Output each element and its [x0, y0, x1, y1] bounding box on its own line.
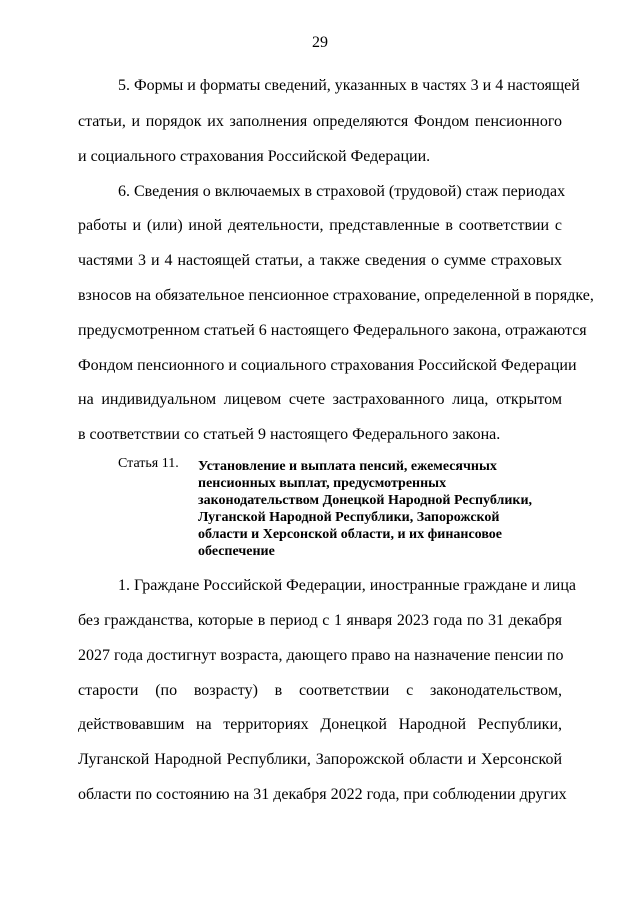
article-title-line: области и Херсонской области, и их финансовое — [198, 527, 503, 542]
paragraph-1-line: области по состоянию на 31 декабря 2022 года, при соблюдении других — [78, 786, 567, 803]
paragraph-6-line: работы и (или) иной деятельности, представленные в соответствии с — [78, 217, 562, 234]
article-label: Статья 11. — [118, 456, 179, 471]
paragraph-1-line: старости (по возрасту) в соответствии с законодательством, — [78, 682, 562, 699]
paragraph-6-line: на индивидуальном лицевом счете застрахованного лица, открытом — [78, 391, 562, 408]
paragraph-6-line: Фондом пенсионного и социального страхования Российской Федерации — [78, 357, 577, 374]
paragraph-1-line: действовавшим на территориях Донецкой Народной Республики, — [78, 716, 562, 733]
paragraph-6-line: предусмотренном статьей 6 настоящего Федерального закона, отражаются — [78, 322, 587, 339]
article-title-line: обеспечение — [198, 544, 275, 559]
page-number: 29 — [312, 34, 328, 51]
paragraph-1-line: 2027 года достигнут возраста, дающего право на назначение пенсии по — [78, 647, 564, 664]
paragraph-1-line: Луганской Народной Республики, Запорожской области и Херсонской — [78, 751, 562, 768]
article-title — [198, 458, 568, 560]
paragraph-5-line: статьи, и порядок их заполнения определяются Фондом пенсионного — [78, 113, 562, 130]
paragraph-5-line: и социального страхования Российской Федерации. — [78, 148, 431, 165]
article-title-line: законодательством Донецкой Народной Республики, — [198, 493, 533, 508]
paragraph-1-line: 1. Граждане Российской Федерации, иностранные граждане и лица — [118, 577, 577, 594]
article-title-line: Установление и выплата пенсий, ежемесячных — [198, 459, 497, 474]
paragraph-6-line: 6. Сведения о включаемых в страховой (трудовой) стаж периодах — [118, 183, 566, 200]
paragraph-5-line: 5. Формы и форматы сведений, указанных в частях 3 и 4 настоящей — [118, 77, 580, 94]
article-title-line: пенсионных выплат, предусмотренных — [198, 476, 447, 491]
paragraph-6-line: частями 3 и 4 настоящей статьи, а также сведения о сумме страховых — [78, 252, 562, 269]
paragraph-6-line: взносов на обязательное пенсионное страхование, определенной в порядке, — [78, 287, 594, 304]
paragraph-6-line: в соответствии со статьей 9 настоящего Федерального закона. — [78, 426, 501, 443]
article-title-line: Луганской Народной Республики, Запорожской — [198, 510, 500, 525]
paragraph-1-line: без гражданства, которые в период с 1 января 2023 года по 31 декабря — [78, 612, 562, 629]
